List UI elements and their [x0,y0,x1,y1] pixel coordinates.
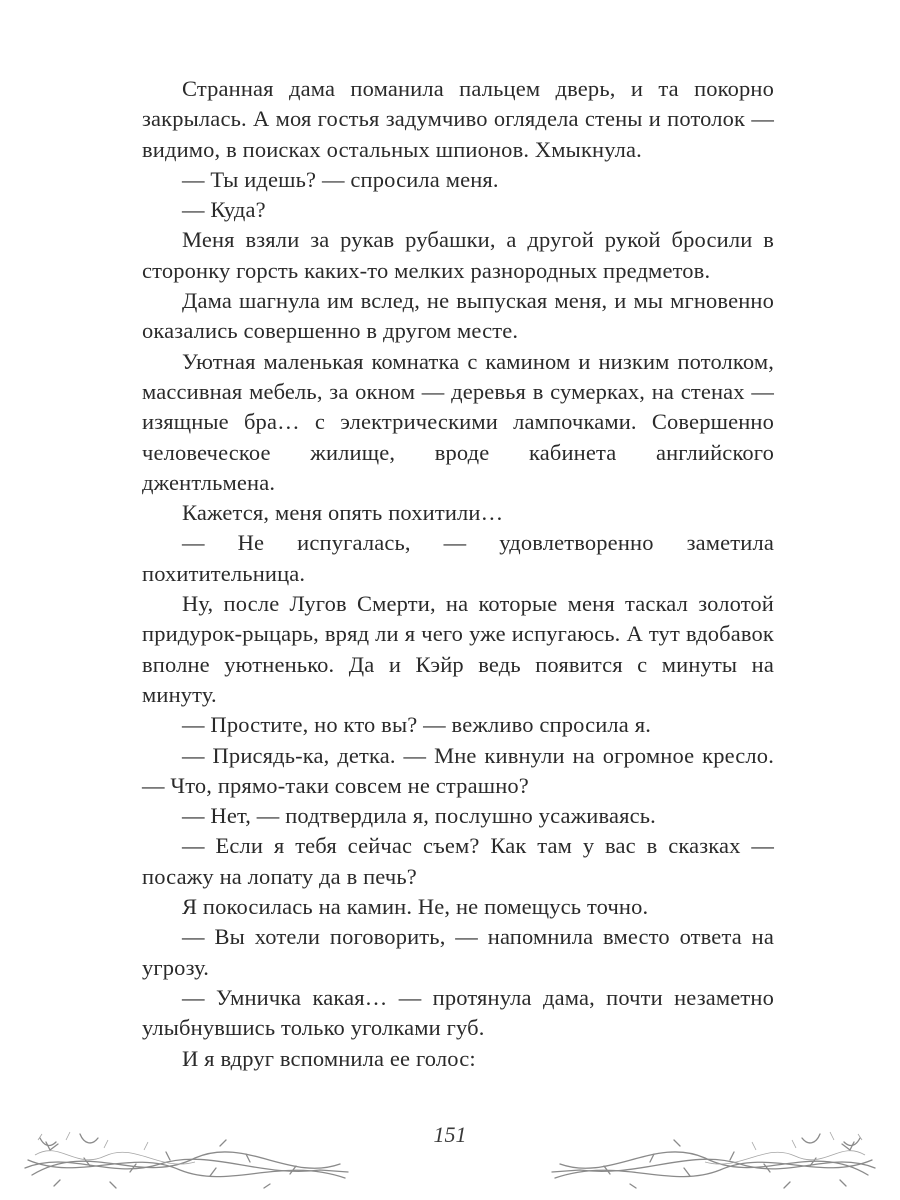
paragraph: Я покосилась на камин. Не, не помещусь точно. [182,894,649,920]
paragraph: — Нет, — подтвердила я, послушно усаживаясь. [182,803,656,829]
paragraph: — Вы хотели поговорить, — напомнила вместо ответа на угрозу. [142,924,774,980]
paragraph: — Если я тебя сейчас съем? Как там у вас в сказках — посажу на лопату да в печь? [142,833,774,889]
paragraph: Меня взяли за рукав рубашки, а другой рукой бросили в сторонку горсть каких-то мелких разнородных предметов. [142,227,774,283]
thorn-vine-icon [550,1120,880,1190]
book-text [142,74,774,1074]
paragraph: — Куда? [182,197,266,223]
paragraph: — Умничка какая… — протянула дама, почти незаметно улыбнувшись только уголками губ. [142,984,774,1041]
paragraph: Странная дама поманила пальцем дверь, и та покорно закрылась. А моя гостья задумчиво оглядела стены и потолок — видимо, в поисках остальных шпионов. Хмыкнула. [142,76,774,162]
paragraph: — Присядь-ка, детка. — Мне кивнули на огромное кресло. — Что, прямо-таки совсем не страшно? [142,742,774,798]
thorn-vine-ornament-right [550,1120,880,1190]
paragraph: Уютная маленькая комнатка с камином и низким потолком, массивная мебель, за окном — деревья в сумерках, на стенах — изящные бра… с электрическими лампочками. Совершенно человеческое жилище, вроде кабинета английского джентльмена. [142,348,774,495]
paragraph: И я вдруг вспомнила ее голос: [182,1045,476,1071]
paragraph: Дама шагнула им вслед, не выпуская меня, и мы мгновенно оказались совершенно в другом месте. [142,288,774,344]
paragraph: Кажется, меня опять похитили… [182,500,504,526]
page-number: 151 [433,1122,467,1147]
paragraph: — Ты идешь? — спросила меня. [182,166,499,192]
paragraph: — Не испугалась, — удовлетворенно заметила похитительница. [142,530,774,586]
paragraph: — Простите, но кто вы? — вежливо спросила я. [182,712,651,738]
paragraph: Ну, после Лугов Смерти, на которые меня таскал золотой придурок-рыцарь, вряд ли я чего уже испугаюсь. А тут вдобавок вполне уютненько. Да и Кэйр ведь появится с минуты на минуту. [142,591,774,707]
